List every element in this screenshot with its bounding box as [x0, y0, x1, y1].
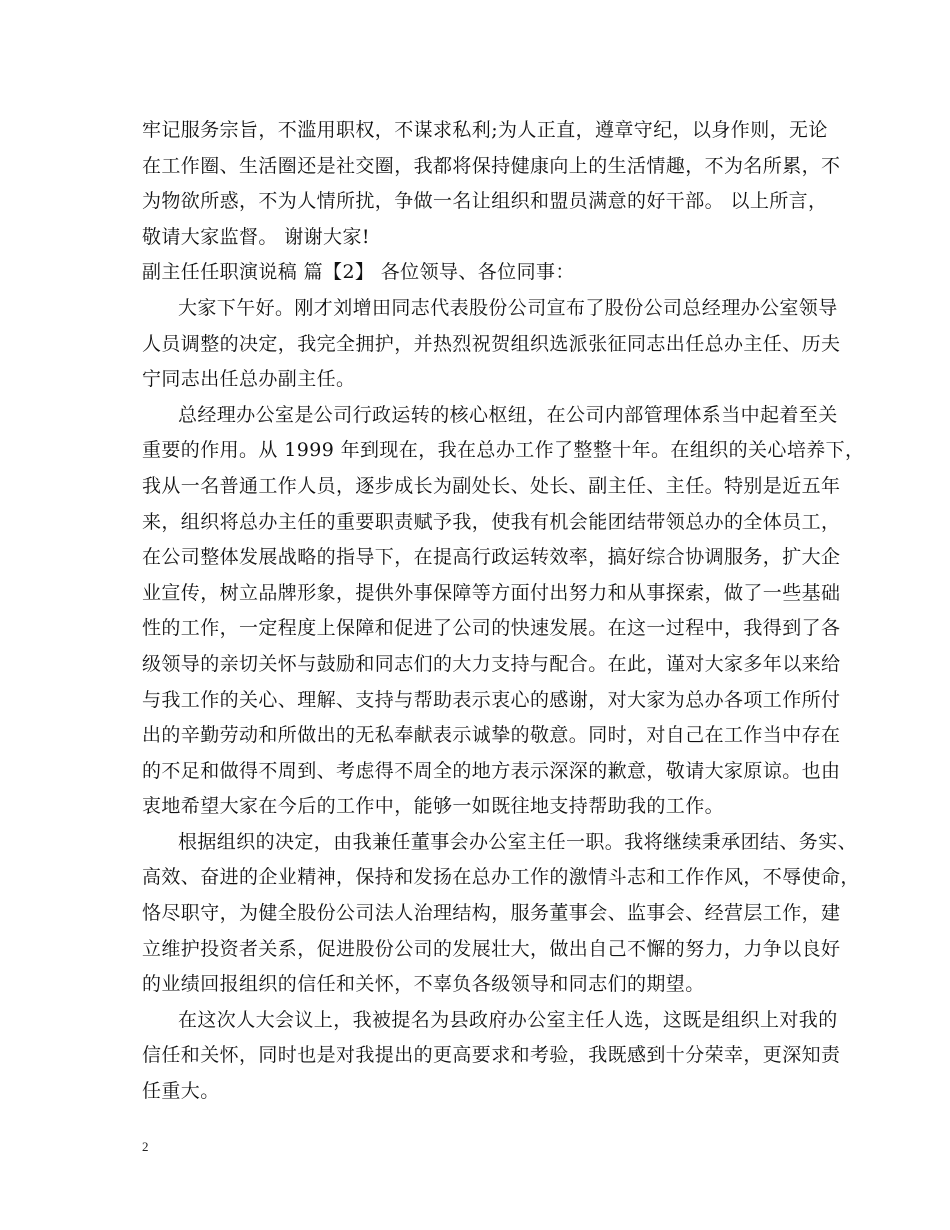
text-line: 业宣传，树立品牌形象，提供外事保障等方面付出努力和从事探索，做了一些基础 — [142, 581, 841, 604]
text-line: 根据组织的决定，由我兼任董事会办公室主任一职。我将继续秉承团结、务实、 — [178, 830, 858, 853]
text-line: 来，组织将总办主任的重要职责赋予我，使我有机会能团结带领总办的全体员工， — [142, 510, 841, 533]
text-line: 在这次人大会议上，我被提名为县政府办公室主任人选，这既是组织上对我的 — [178, 1008, 838, 1031]
text-line: 级领导的亲切关怀与鼓励和同志们的大力支持与配合。在此，谨对大家多年以来给 — [142, 652, 841, 675]
text-line: 性的工作，一定程度上保障和促进了公司的快速发展。在这一过程中，我得到了各 — [142, 617, 841, 640]
text-line: 重要的作用。从 1999 年到现在，我在总办工作了整整十年。在组织的关心培养下， — [142, 439, 865, 462]
text-line: 副主任任职演说稿 篇【2】 各位领导、各位同事： — [142, 261, 575, 284]
text-line: 在工作圈、生活圈还是社交圈，我都将保持健康向上的生活情趣，不为名所累，不 — [142, 154, 841, 177]
text-line: 信任和关怀，同时也是对我提出的更高要求和考验，我既感到十分荣幸，更深知责 — [142, 1044, 841, 1067]
text-line: 在公司整体发展战略的指导下，在提高行政运转效率，搞好综合协调服务，扩大企 — [142, 546, 841, 569]
text-line: 牢记服务宗旨，不滥用职权，不谋求私利;为人正直，遵章守纪，以身作则，无论 — [142, 119, 828, 141]
text-line: 高效、奋进的企业精神，保持和发扬在总办工作的激情斗志和工作作风，不辱使命， — [142, 866, 860, 889]
text-line: 的不足和做得不周到、考虑得不周全的地方表示深深的歉意，敬请大家原谅。也由 — [142, 759, 841, 782]
text-line: 宁同志出任总办副主任。 — [142, 368, 356, 391]
text-line: 的业绩回报组织的信任和关怀，不辜负各级领导和同志们的期望。 — [142, 973, 705, 996]
text-line: 为物欲所惑，不为人情所扰，争做一名让组织和盟员满意的好干部。 以上所言， — [142, 190, 828, 213]
text-line: 出的辛勤劳动和所做出的无私奉献表示诚挚的敬意。同时，对自己在工作当中存在 — [142, 724, 841, 747]
text-line: 与我工作的关心、理解、支持与帮助表示衷心的感谢，对大家为总办各项工作所付 — [142, 688, 841, 711]
page-number: 2 — [142, 1139, 149, 1154]
text-line: 大家下午好。刚才刘增田同志代表股份公司宣布了股份公司总经理办公室领导 — [178, 296, 838, 319]
text-line: 衷地希望大家在今后的工作中，能够一如既往地支持帮助我的工作。 — [142, 795, 725, 818]
text-line: 敬请大家监督。 谢谢大家! — [142, 225, 370, 248]
text-line: 总经理办公室是公司行政运转的核心枢纽，在公司内部管理体系当中起着至关 — [178, 403, 838, 426]
document-body — [142, 113, 865, 1110]
text-line: 人员调整的决定，我完全拥护，并热烈祝贺组织选派张征同志出任总办主任、历夫 — [142, 332, 841, 355]
text-line: 任重大。 — [142, 1080, 220, 1103]
text-line: 立维护投资者关系，促进股份公司的发展壮大，做出自己不懈的努力，力争以良好 — [142, 937, 841, 960]
text-line: 恪尽职守，为健全股份公司法人治理结构，服务董事会、监事会、经营层工作，建 — [142, 902, 841, 925]
text-line: 我从一名普通工作人员，逐步成长为副处长、处长、副主任、主任。特别是近五年 — [142, 474, 841, 497]
